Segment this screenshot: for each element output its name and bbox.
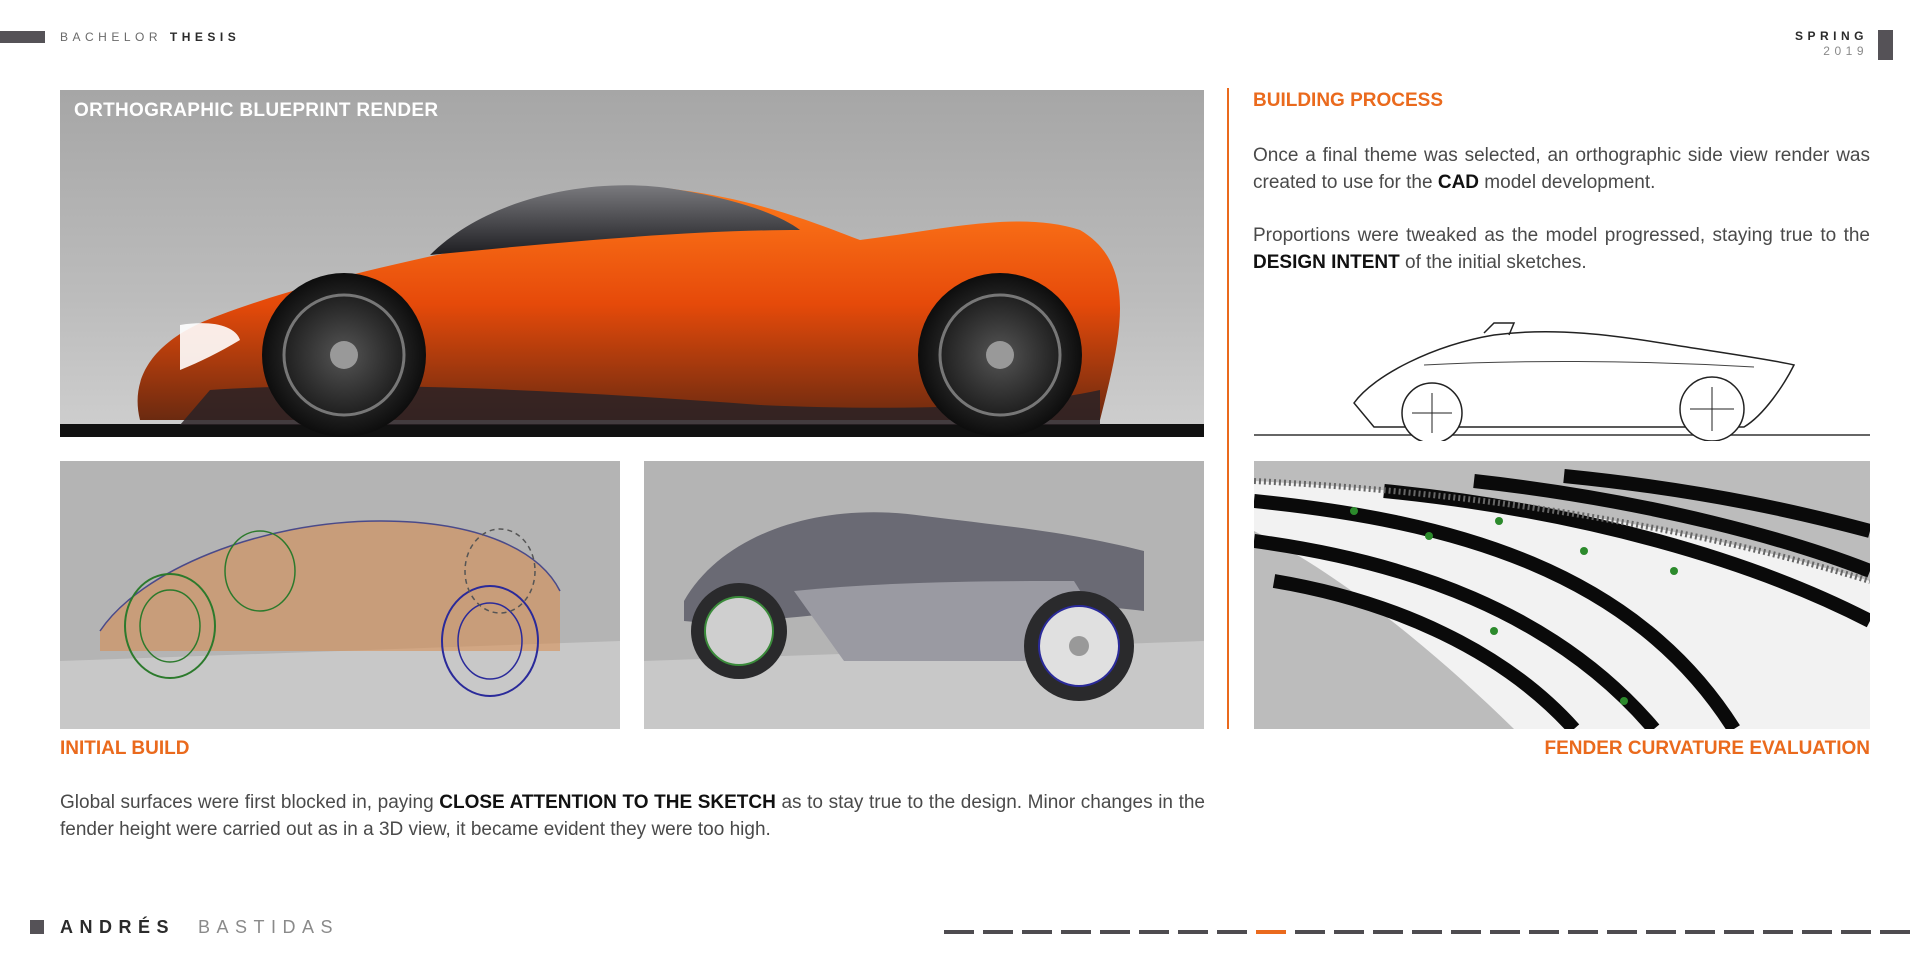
page-dash	[983, 930, 1013, 934]
page-dash	[1334, 930, 1364, 934]
initial-build-title: INITIAL BUILD	[60, 738, 190, 759]
author-first-name: ANDRÉS	[60, 917, 176, 937]
initial-build-paragraph: Global surfaces were first blocked in, paying CLOSE ATTENTION TO THE SKETCH as to stay true to the design. Minor changes in the fender height were carried out as in a 3D view, it became evident they were too high.	[60, 792, 1206, 840]
page-dash	[1724, 930, 1754, 934]
orthographic-render-image	[60, 90, 1204, 437]
season-label	[1795, 29, 1868, 59]
page-dash	[1295, 930, 1325, 934]
page-dash	[1802, 930, 1832, 934]
page-dash	[1100, 930, 1130, 934]
building-process-title: BUILDING PROCESS	[1253, 90, 1444, 111]
header-accent-bar-right	[1878, 30, 1893, 60]
page-dash	[1139, 930, 1169, 934]
building-process-paragraph-1: Once a final theme was selected, an orthographic side view render was created to use for the CAD model development.	[1253, 145, 1870, 193]
page-dash	[1646, 930, 1676, 934]
page-dash	[1529, 930, 1559, 934]
page-progress-indicator	[944, 930, 1910, 934]
cad-emphasis: CAD	[1437, 172, 1480, 193]
surface-build-image	[644, 461, 1204, 729]
page-dash	[1451, 930, 1481, 934]
column-divider	[1227, 88, 1229, 729]
page-dash	[1061, 930, 1091, 934]
author-name	[60, 917, 339, 938]
zebra-analysis-image	[1254, 461, 1870, 729]
design-intent-emphasis: DESIGN INTENT	[1253, 252, 1400, 273]
header-accent-bar	[0, 31, 45, 43]
page-dash	[1880, 930, 1910, 934]
fender-curvature-title: FENDER CURVATURE EVALUATION	[1544, 738, 1870, 759]
page-dash	[1412, 930, 1442, 934]
page-dash	[1373, 930, 1403, 934]
page-dash	[1841, 930, 1871, 934]
page-dash	[1178, 930, 1208, 934]
building-process-paragraph-2: Proportions were tweaked as the model progressed, staying true to the DESIGN INTENT of the initial sketches.	[1253, 225, 1870, 273]
page-dash	[1685, 930, 1715, 934]
page-dash	[1490, 930, 1520, 934]
document-title	[60, 30, 240, 44]
page-dash	[944, 930, 974, 934]
page-dash	[1217, 930, 1247, 934]
page-dash	[1763, 930, 1793, 934]
side-view-line-sketch	[1254, 305, 1870, 441]
title-light: BACHELOR	[60, 30, 163, 44]
year: 2019	[1823, 44, 1868, 58]
author-last-name: BASTIDAS	[198, 917, 340, 937]
footer-square-mark	[30, 920, 44, 934]
wireframe-build-image	[60, 461, 620, 729]
page-dash	[1607, 930, 1637, 934]
sketch-emphasis: CLOSE ATTENTION TO THE SKETCH	[439, 792, 776, 813]
page-dash-active	[1256, 930, 1286, 934]
season: SPRING	[1794, 29, 1868, 43]
hero-caption: ORTHOGRAPHIC BLUEPRINT RENDER	[74, 100, 439, 121]
page-dash	[1022, 930, 1052, 934]
title-bold: THESIS	[169, 30, 241, 44]
page-dash	[1568, 930, 1598, 934]
